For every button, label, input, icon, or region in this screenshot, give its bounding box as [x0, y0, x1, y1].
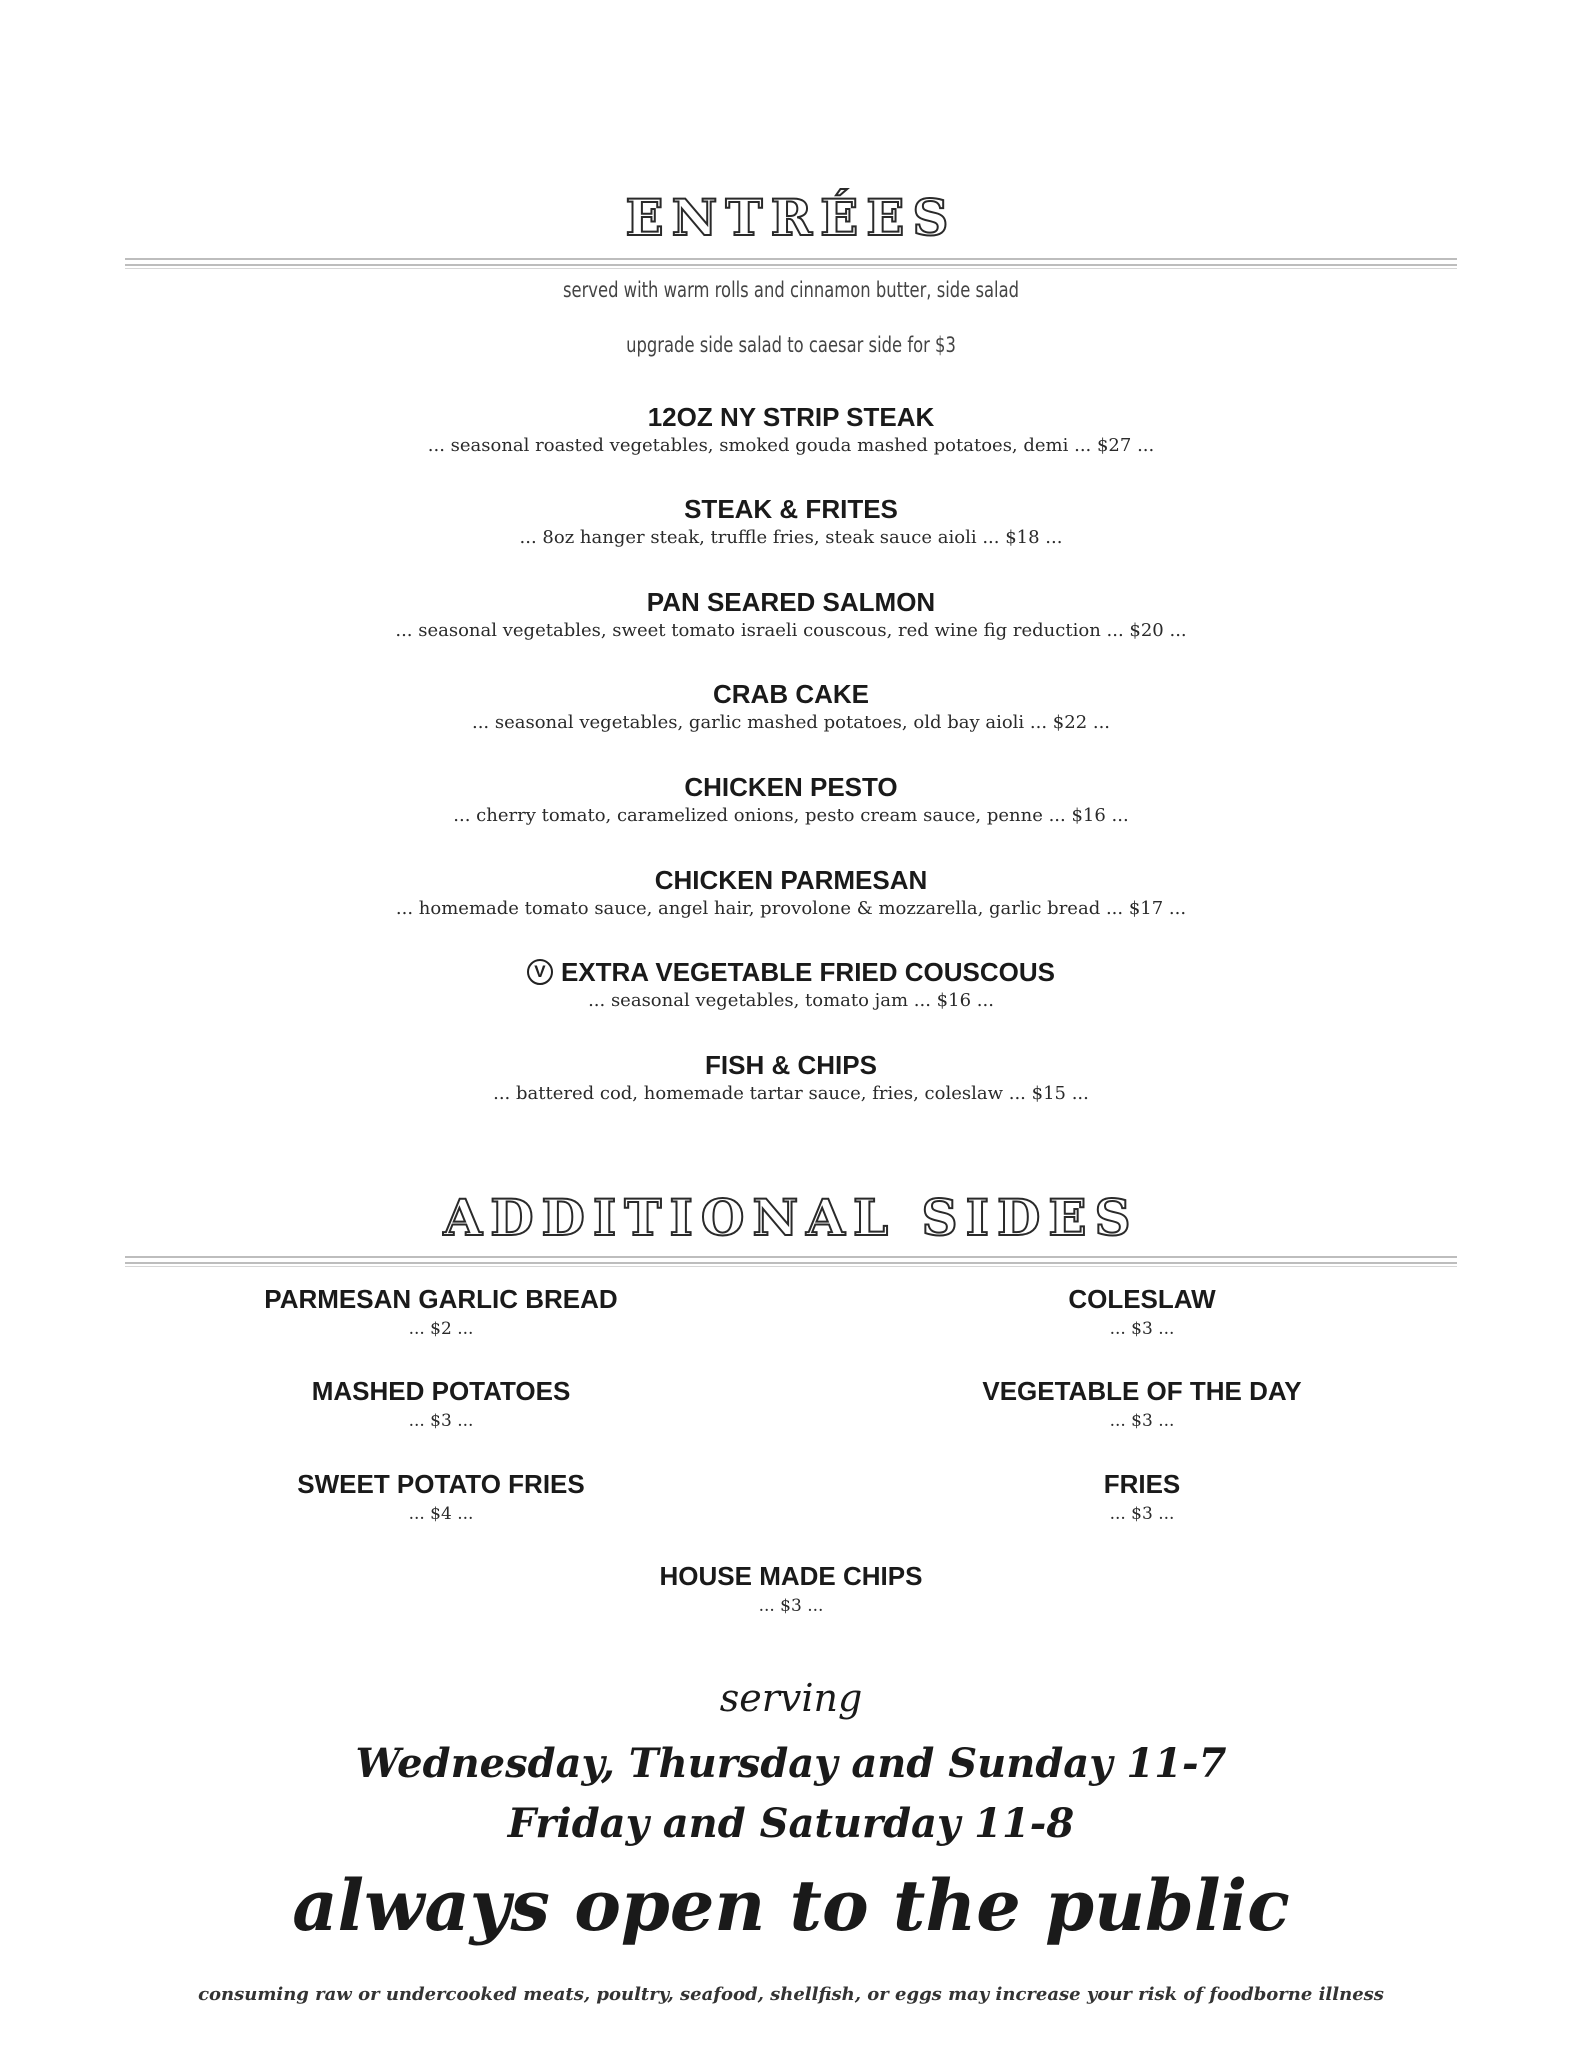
entree-description: ... cherry tomato, caramelized onions, pesto cream sauce, penne ... $16 ...: [453, 805, 1129, 826]
foodborne-disclaimer: consuming raw or undercooked meats, poultry, seafood, shellfish, or eggs may increase your risk of foodborne illness: [198, 1984, 1384, 2005]
entree-name: CRAB CAKE: [713, 679, 869, 709]
side-price: ... $3 ...: [1109, 1319, 1175, 1339]
entrees-note-rolls: served with warm rolls and cinnamon butter, side salad: [562, 278, 1020, 302]
entrees-title: ENTRÉES: [625, 188, 957, 247]
side-item: [171, 1284, 711, 1344]
entree-description: ... seasonal vegetables, tomato jam ... $16 ...: [588, 990, 994, 1011]
side-price: ... $4 ...: [408, 1504, 474, 1524]
entrees-note-upgrade: upgrade side salad to caesar side for $3: [626, 333, 956, 357]
side-item: [872, 1469, 1412, 1529]
side-name: HOUSE MADE CHIPS: [659, 1561, 923, 1591]
side-name: COLESLAW: [1068, 1284, 1216, 1314]
entree-description: ... battered cod, homemade tartar sauce, fries, coleslaw ... $15 ...: [493, 1083, 1089, 1104]
entree-name: 12OZ NY STRIP STEAK: [647, 402, 935, 432]
side-name: SWEET POTATO FRIES: [297, 1469, 585, 1499]
side-name: VEGETABLE OF THE DAY: [982, 1376, 1302, 1406]
side-item: [872, 1284, 1412, 1344]
entree-item: [0, 1050, 1582, 1108]
hours-weekday: Wednesday, Thursday and Sunday 11-7: [355, 1740, 1227, 1787]
entree-description: ... seasonal roasted vegetables, smoked gouda mashed potatoes, demi ... $27 ...: [427, 435, 1155, 456]
entree-name: CHICKEN PESTO: [684, 772, 898, 802]
side-price: ... $3 ...: [758, 1596, 824, 1616]
entree-description: ... 8oz hanger steak, truffle fries, steak sauce aioli ... $18 ...: [519, 527, 1063, 548]
hours-weekend: Friday and Saturday 11-8: [507, 1800, 1075, 1847]
sides-title: ADDITIONAL SIDES: [443, 1188, 1139, 1247]
entree-name: FISH & CHIPS: [705, 1050, 877, 1080]
side-item: [171, 1469, 711, 1529]
entree-description: ... seasonal vegetables, garlic mashed potatoes, old bay aioli ... $22 ...: [471, 712, 1111, 733]
side-name: FRIES: [1103, 1469, 1181, 1499]
entree-name: EXTRA VEGETABLE FRIED COUSCOUS: [560, 957, 1056, 987]
entree-item: [0, 587, 1582, 645]
side-price: ... $3 ...: [1109, 1504, 1175, 1524]
side-price: ... $2 ...: [408, 1319, 474, 1339]
vegetarian-icon: V: [527, 959, 553, 985]
side-price: ... $3 ...: [1109, 1411, 1175, 1431]
entree-item: [0, 679, 1582, 737]
open-public-tagline: always open to the public: [292, 1864, 1290, 1947]
side-item: [521, 1561, 1061, 1621]
entree-item: [0, 865, 1582, 923]
entree-item: [0, 957, 1582, 1015]
entree-item: [0, 772, 1582, 830]
side-item: [171, 1376, 711, 1436]
entree-name: STEAK & FRITES: [684, 494, 898, 524]
entree-description: ... homemade tomato sauce, angel hair, provolone & mozzarella, garlic bread ... $17 ...: [395, 898, 1187, 919]
side-name: PARMESAN GARLIC BREAD: [264, 1284, 618, 1314]
entree-description: ... seasonal vegetables, sweet tomato israeli couscous, red wine fig reduction ... $20 ...: [395, 620, 1187, 641]
side-name: MASHED POTATOES: [311, 1376, 571, 1406]
side-item: [872, 1376, 1412, 1436]
entree-item: [0, 494, 1582, 552]
entree-name: CHICKEN PARMESAN: [654, 865, 928, 895]
side-price: ... $3 ...: [408, 1411, 474, 1431]
serving-heading: serving: [719, 1676, 863, 1720]
entree-item: [0, 402, 1582, 460]
entree-name: PAN SEARED SALMON: [646, 587, 936, 617]
